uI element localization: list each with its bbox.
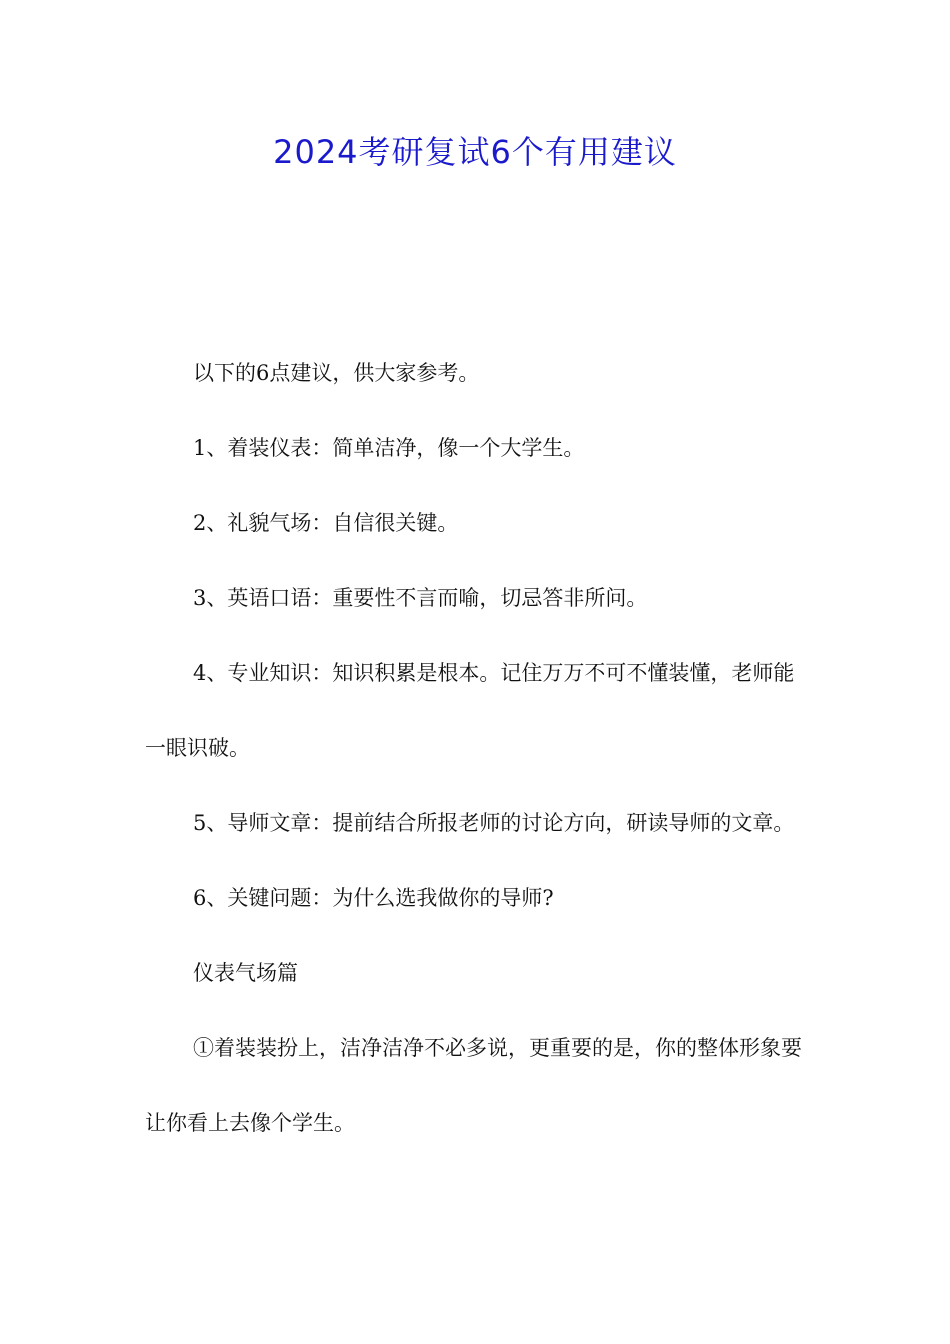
paragraph-tip-2: 2、礼貌气场：自信很关键。 <box>193 511 459 535</box>
paragraph-intro: 以下的6点建议，供大家参考。 <box>193 361 480 385</box>
section-heading: 仪表气场篇 <box>193 961 298 985</box>
paragraph-tip-4: 4、专业知识：知识积累是根本。记住万万不可不懂装懂，老师能一眼识破。 <box>145 661 795 760</box>
document-body <box>145 336 810 1161</box>
paragraph-tip-5: 5、导师文章：提前结合所报老师的讨论方向，研读导师的文章。 <box>193 811 795 835</box>
paragraph-tip-1: 1、着装仪表：简单洁净，像一个大学生。 <box>193 436 585 460</box>
paragraph-tip-3: 3、英语口语：重要性不言而喻，切忌答非所问。 <box>193 586 648 610</box>
paragraph-tip-6: 6、关键问题：为什么选我做你的导师? <box>193 886 554 910</box>
document-title: 2024考研复试6个有用建议 <box>273 133 677 171</box>
paragraph-section-1: ①着装装扮上，洁净洁净不必多说，更重要的是，你的整体形象要让你看上去像个学生。 <box>145 1036 802 1135</box>
